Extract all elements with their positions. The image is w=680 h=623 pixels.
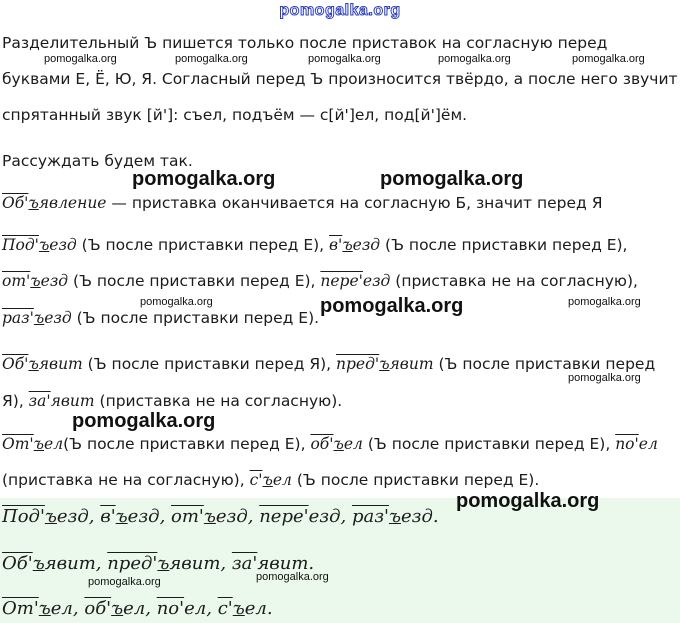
prefix: от': [2, 272, 31, 290]
word: [2, 309, 72, 327]
word-rest: явит: [50, 392, 95, 410]
answer-word: [352, 506, 433, 527]
word-rest: явит: [44, 553, 96, 574]
word: [320, 272, 390, 290]
answer-word: [171, 506, 248, 527]
reasoning-line-e: [2, 355, 655, 373]
word-rest: явит: [169, 553, 221, 574]
word: [336, 355, 433, 373]
word: [2, 236, 77, 254]
prefix: От': [2, 435, 34, 453]
word-rest: езд: [56, 506, 89, 527]
hard-sign: ъ: [32, 553, 45, 574]
separator: ,: [159, 506, 172, 527]
hard-sign: ъ: [30, 272, 41, 290]
watermark-small: pomogalka.org: [44, 53, 117, 65]
answer-row-1: [2, 506, 439, 527]
hard-sign: ъ: [203, 506, 216, 527]
prefix: Об': [2, 355, 29, 373]
word: [2, 272, 68, 290]
word-rest: езд: [44, 309, 72, 327]
word-rest: ел: [50, 598, 73, 619]
reasoning-line-d: [2, 309, 319, 327]
prefix: в': [329, 236, 343, 254]
rule-line-2: буквами Е, Ё, Ю, Я. Согласный перед Ъ произносится твёрдо, а после него звучит: [2, 70, 678, 88]
explanation: (приставка не на согласную),: [390, 272, 638, 290]
separator: ,: [95, 553, 108, 574]
reasoning-line-h: [2, 471, 539, 489]
answer-word: [2, 553, 96, 574]
hard-sign: ъ: [262, 471, 273, 489]
separator: ,: [340, 506, 352, 527]
reasoning-intro: Рассуждать будем так.: [2, 152, 193, 170]
explanation: Я),: [2, 392, 29, 410]
hard-sign: ъ: [333, 435, 344, 453]
answer-word: [100, 506, 159, 527]
hard-sign: ъ: [111, 598, 124, 619]
answer-word: [107, 553, 220, 574]
answer-row-3: [2, 598, 273, 619]
word-rest: ел: [244, 598, 267, 619]
word: [29, 392, 95, 410]
word-rest: езд: [308, 506, 341, 527]
watermark-large: pomogalka.org: [456, 490, 600, 512]
separator: ,: [206, 598, 218, 619]
hard-sign: ъ: [33, 309, 45, 327]
word-rest: явит: [257, 553, 309, 574]
prefix: об': [84, 598, 112, 619]
word-rest: ел: [44, 435, 64, 453]
prefix: Об': [2, 553, 33, 574]
prefix: по': [156, 598, 185, 619]
hard-sign: ъ: [38, 236, 50, 254]
prefix: раз': [351, 506, 389, 527]
reasoning-line-f: [2, 392, 342, 410]
explanation: (Ъ после приставки перед: [433, 355, 656, 373]
prefix: с': [249, 471, 263, 489]
prefix: Под': [2, 236, 39, 254]
watermark-small: pomogalka.org: [438, 53, 511, 65]
hard-sign: ъ: [38, 598, 51, 619]
reasoning-line-a: [2, 194, 602, 212]
word: [310, 435, 362, 453]
watermark-large: pomogalka.org: [132, 168, 276, 190]
rule-line-1: Разделительный Ъ пишется только после приставок на согласную перед: [2, 34, 608, 52]
prefix: в': [100, 506, 116, 527]
prefix: раз': [2, 309, 34, 327]
word: [329, 236, 380, 254]
watermark-small: pomogalka.org: [256, 571, 329, 583]
word-rest: ел: [343, 435, 363, 453]
prefix: Под': [2, 506, 45, 527]
hard-sign: ъ: [28, 355, 39, 373]
word-rest: езд: [127, 506, 160, 527]
word: [250, 471, 292, 489]
watermark-small: pomogalka.org: [568, 372, 641, 384]
prefix: пред': [336, 355, 380, 373]
hard-sign: ъ: [33, 435, 45, 453]
word: [2, 355, 83, 373]
answer-word: [157, 598, 207, 619]
answer-word: [259, 506, 340, 527]
explanation: (Ъ после приставки перед Е),: [380, 236, 628, 254]
word: [615, 435, 658, 453]
rule-line-3: спрятанный звук [й']: съел, подъём — с[й']ел, под[й']ём.: [2, 106, 468, 124]
separator: ,: [145, 598, 157, 619]
separator: .: [308, 553, 315, 574]
separator: .: [432, 506, 439, 527]
prefix: Об': [2, 194, 29, 212]
explanation: (приставка не на согласную).: [94, 392, 343, 410]
watermark-small: pomogalka.org: [308, 53, 381, 65]
reasoning-line-b: [2, 236, 628, 254]
prefix: пред': [107, 553, 158, 574]
word-rest: езд: [352, 236, 381, 254]
word-rest: езд: [362, 272, 391, 290]
explanation: (Ъ после приставки перед Е),: [63, 435, 311, 453]
hard-sign: ъ: [157, 553, 170, 574]
explanation: (Ъ после приставки перед Е).: [71, 309, 320, 327]
explanation: (Ъ после приставки перед Е),: [68, 272, 321, 290]
word-rest: езд: [49, 236, 77, 254]
word-rest: ел: [272, 471, 292, 489]
explanation: (приставка не на согласную),: [2, 471, 250, 489]
prefix: об': [310, 435, 334, 453]
word: [2, 435, 63, 453]
watermark-small: pomogalka.org: [88, 576, 161, 588]
separator: ,: [220, 553, 232, 574]
answer-word: [84, 598, 145, 619]
word-rest: ел: [184, 598, 207, 619]
answer-word: [2, 598, 73, 619]
reasoning-line-c: [2, 272, 638, 290]
watermark-large: pomogalka.org: [72, 410, 216, 432]
hard-sign: ъ: [388, 506, 401, 527]
separator: .: [266, 598, 273, 619]
explanation: (Ъ после приставки перед Я),: [82, 355, 337, 373]
hard-sign: ъ: [115, 506, 128, 527]
prefix: за': [28, 392, 51, 410]
hard-sign: ъ: [342, 236, 353, 254]
hard-sign: ъ: [28, 194, 39, 212]
reasoning-line-g: [2, 435, 658, 453]
watermark-small: pomogalka.org: [568, 296, 641, 308]
prefix: пере': [259, 506, 309, 527]
word-rest: езд: [215, 506, 248, 527]
prefix: пере': [320, 272, 363, 290]
separator: ,: [72, 598, 85, 619]
prefix: От': [2, 598, 39, 619]
prefix: за': [231, 553, 258, 574]
hard-sign: ъ: [379, 355, 390, 373]
word-rest: ел: [638, 435, 658, 453]
explanation: (Ъ после приставки перед Е).: [291, 471, 540, 489]
word: [2, 194, 106, 212]
separator: ,: [88, 506, 101, 527]
watermark-small: pomogalka.org: [572, 53, 645, 65]
word-rest: явление: [38, 194, 107, 212]
word-rest: езд: [400, 506, 433, 527]
prefix: от': [171, 506, 204, 527]
hard-sign: ъ: [44, 506, 57, 527]
explanation: (Ъ после приставки перед Е),: [362, 435, 616, 453]
watermark-small: pomogalka.org: [140, 296, 213, 308]
explanation: — приставка оканчивается на согласную Б, значит перед Я: [106, 194, 603, 212]
word-rest: явит: [389, 355, 434, 373]
word-rest: ел: [123, 598, 146, 619]
watermark-large: pomogalka.org: [380, 168, 524, 190]
word-rest: явит: [38, 355, 83, 373]
explanation: (Ъ после приставки перед Е),: [76, 236, 330, 254]
hard-sign: ъ: [232, 598, 245, 619]
prefix: с': [217, 598, 233, 619]
separator: ,: [247, 506, 260, 527]
answer-word: [2, 506, 89, 527]
watermark-small: pomogalka.org: [175, 53, 248, 65]
header-watermark: pomogalka.org: [279, 2, 401, 19]
word-rest: езд: [40, 272, 69, 290]
answer-word: [218, 598, 267, 619]
watermark-large: pomogalka.org: [320, 295, 464, 317]
prefix: по': [615, 435, 639, 453]
